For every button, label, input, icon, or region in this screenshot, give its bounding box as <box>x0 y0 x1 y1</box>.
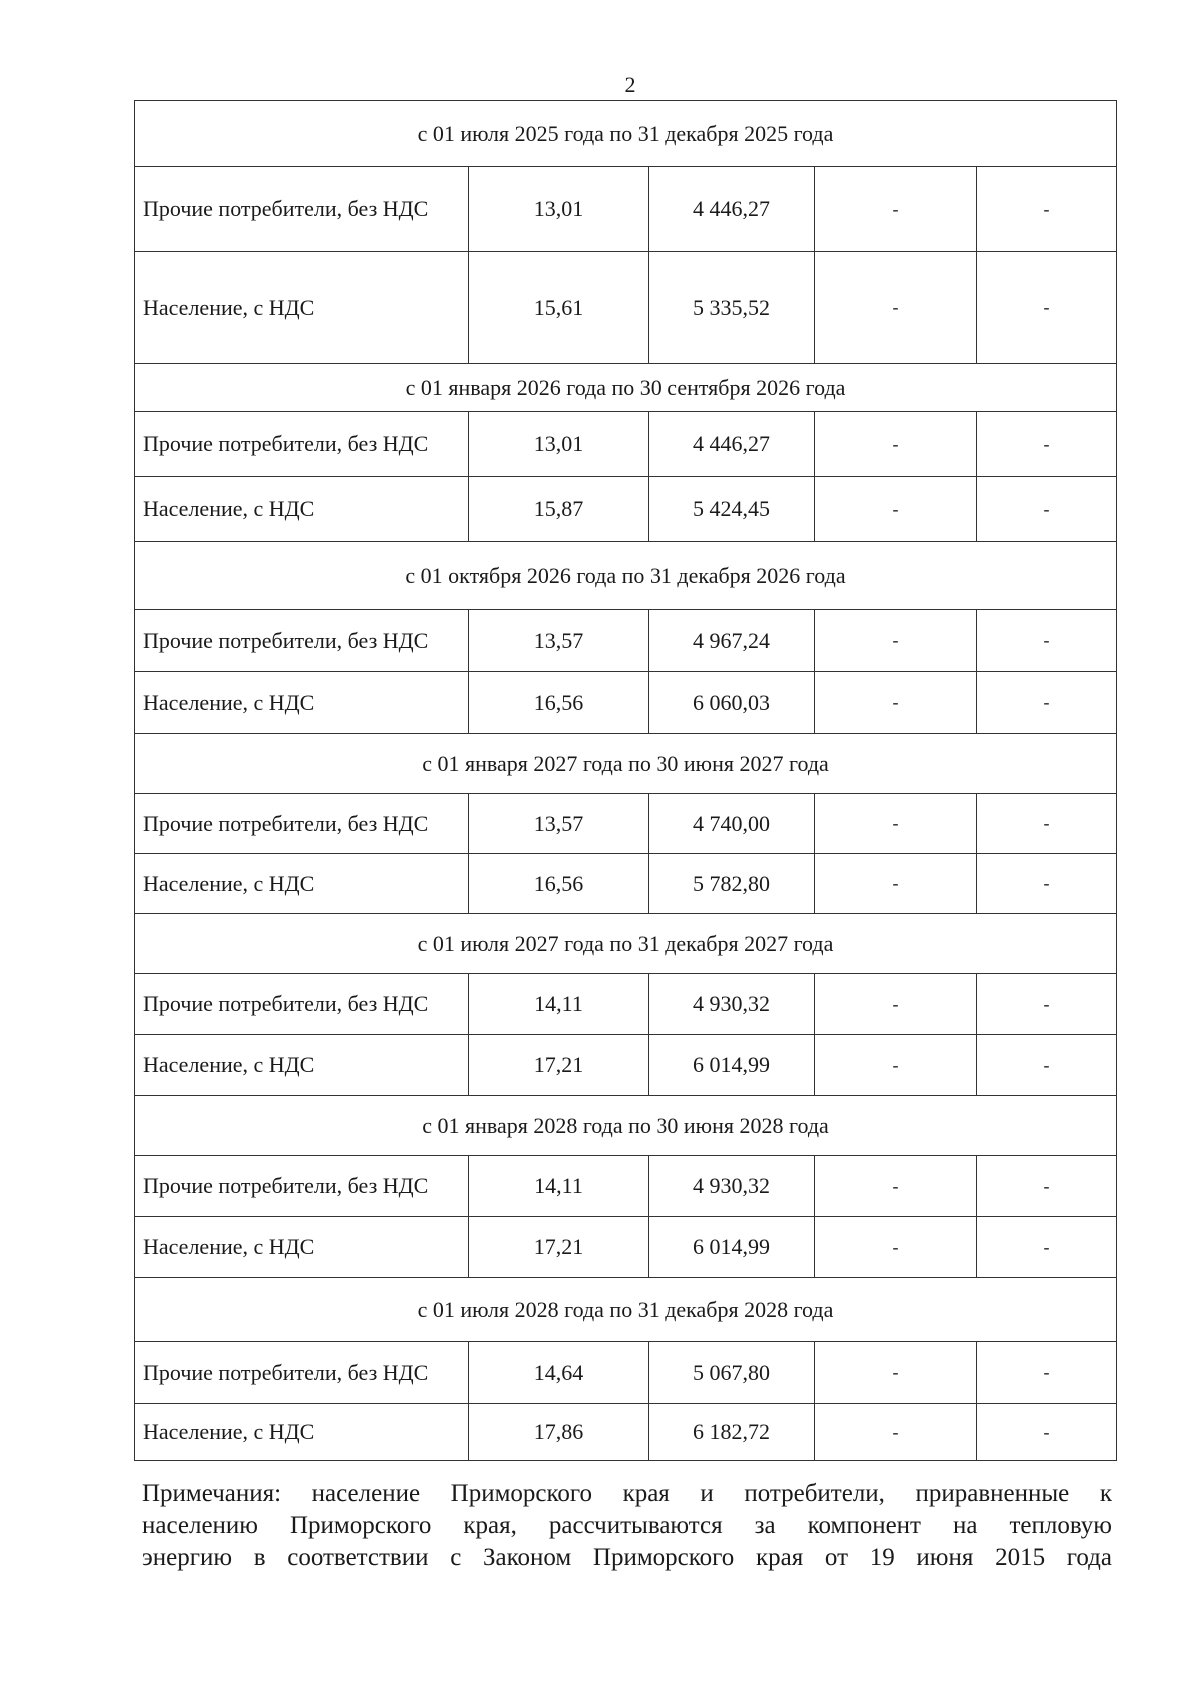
period-row <box>135 1278 1117 1342</box>
value-cell: 13,01 <box>469 167 649 252</box>
consumer-label: Население, с НДС <box>135 1035 469 1096</box>
empty-value-cell: - <box>815 1035 977 1096</box>
period-row <box>135 542 1117 610</box>
consumer-label: Прочие потребители, без НДС <box>135 167 469 252</box>
value-cell: 6 060,03 <box>649 672 815 734</box>
table-row <box>135 1342 1117 1404</box>
empty-value-cell: - <box>977 412 1117 477</box>
consumer-label: Прочие потребители, без НДС <box>135 1156 469 1217</box>
period-heading: с 01 октября 2026 года по 31 декабря 2026 года <box>135 542 1117 610</box>
consumer-label: Население, с НДС <box>135 1217 469 1278</box>
empty-value-cell: - <box>815 252 977 364</box>
value-cell: 13,57 <box>469 794 649 854</box>
value-cell: 5 424,45 <box>649 477 815 542</box>
empty-value-cell: - <box>977 610 1117 672</box>
empty-value-cell: - <box>977 1404 1117 1461</box>
empty-value-cell: - <box>815 1404 977 1461</box>
value-cell: 16,56 <box>469 854 649 914</box>
consumer-label: Прочие потребители, без НДС <box>135 794 469 854</box>
empty-value-cell: - <box>977 477 1117 542</box>
value-cell: 17,21 <box>469 1217 649 1278</box>
value-cell: 15,87 <box>469 477 649 542</box>
period-row <box>135 914 1117 974</box>
note-line: населению Приморского края, рассчитываются за компонент на тепловую <box>142 1512 1112 1539</box>
empty-value-cell: - <box>815 477 977 542</box>
table-row <box>135 1404 1117 1461</box>
empty-value-cell: - <box>815 167 977 252</box>
table-row <box>135 672 1117 734</box>
value-cell: 17,21 <box>469 1035 649 1096</box>
consumer-label: Прочие потребители, без НДС <box>135 412 469 477</box>
table-row <box>135 167 1117 252</box>
period-heading: с 01 января 2028 года по 30 июня 2028 года <box>135 1096 1117 1156</box>
page-number: 2 <box>624 72 636 97</box>
table-row <box>135 477 1117 542</box>
period-row <box>135 364 1117 412</box>
empty-value-cell: - <box>977 854 1117 914</box>
period-heading: с 01 июля 2027 года по 31 декабря 2027 года <box>135 914 1117 974</box>
notes-paragraph <box>142 1478 1112 1574</box>
table-row <box>135 974 1117 1035</box>
empty-value-cell: - <box>977 252 1117 364</box>
table-row <box>135 252 1117 364</box>
consumer-label: Население, с НДС <box>135 252 469 364</box>
consumer-label: Население, с НДС <box>135 854 469 914</box>
empty-value-cell: - <box>977 672 1117 734</box>
table-row <box>135 1035 1117 1096</box>
value-cell: 6 014,99 <box>649 1217 815 1278</box>
period-row <box>135 1096 1117 1156</box>
value-cell: 6 182,72 <box>649 1404 815 1461</box>
value-cell: 13,57 <box>469 610 649 672</box>
value-cell: 4 930,32 <box>649 1156 815 1217</box>
empty-value-cell: - <box>815 412 977 477</box>
consumer-label: Прочие потребители, без НДС <box>135 1342 469 1404</box>
value-cell: 4 446,27 <box>649 167 815 252</box>
empty-value-cell: - <box>815 974 977 1035</box>
empty-value-cell: - <box>815 854 977 914</box>
empty-value-cell: - <box>815 794 977 854</box>
consumer-label: Население, с НДС <box>135 672 469 734</box>
period-heading: с 01 июля 2028 года по 31 декабря 2028 года <box>135 1278 1117 1342</box>
value-cell: 15,61 <box>469 252 649 364</box>
period-heading: с 01 июля 2025 года по 31 декабря 2025 года <box>135 101 1117 167</box>
empty-value-cell: - <box>977 1217 1117 1278</box>
table-row <box>135 412 1117 477</box>
consumer-label: Население, с НДС <box>135 1404 469 1461</box>
consumer-label: Прочие потребители, без НДС <box>135 610 469 672</box>
table-row <box>135 854 1117 914</box>
empty-value-cell: - <box>815 1342 977 1404</box>
empty-value-cell: - <box>977 974 1117 1035</box>
empty-value-cell: - <box>815 672 977 734</box>
value-cell: 4 930,32 <box>649 974 815 1035</box>
empty-value-cell: - <box>977 794 1117 854</box>
tariff-table <box>134 100 1117 1461</box>
value-cell: 6 014,99 <box>649 1035 815 1096</box>
value-cell: 4 967,24 <box>649 610 815 672</box>
value-cell: 14,64 <box>469 1342 649 1404</box>
empty-value-cell: - <box>977 167 1117 252</box>
consumer-label: Население, с НДС <box>135 477 469 542</box>
value-cell: 14,11 <box>469 1156 649 1217</box>
empty-value-cell: - <box>977 1156 1117 1217</box>
empty-value-cell: - <box>815 610 977 672</box>
empty-value-cell: - <box>815 1217 977 1278</box>
table-row <box>135 1217 1117 1278</box>
note-line: Примечания: население Приморского края и потребители, приравненные к <box>142 1480 1112 1507</box>
value-cell: 5 067,80 <box>649 1342 815 1404</box>
period-heading: с 01 января 2027 года по 30 июня 2027 года <box>135 734 1117 794</box>
period-row <box>135 101 1117 167</box>
table-row <box>135 1156 1117 1217</box>
empty-value-cell: - <box>977 1035 1117 1096</box>
value-cell: 17,86 <box>469 1404 649 1461</box>
value-cell: 5 335,52 <box>649 252 815 364</box>
note-line: энергию в соответствии с Законом Приморского края от 19 июня 2015 года <box>142 1544 1112 1571</box>
value-cell: 16,56 <box>469 672 649 734</box>
value-cell: 13,01 <box>469 412 649 477</box>
value-cell: 14,11 <box>469 974 649 1035</box>
table-row <box>135 794 1117 854</box>
value-cell: 4 740,00 <box>649 794 815 854</box>
value-cell: 4 446,27 <box>649 412 815 477</box>
empty-value-cell: - <box>815 1156 977 1217</box>
period-heading: с 01 января 2026 года по 30 сентября 2026 года <box>135 364 1117 412</box>
value-cell: 5 782,80 <box>649 854 815 914</box>
table-row <box>135 610 1117 672</box>
consumer-label: Прочие потребители, без НДС <box>135 974 469 1035</box>
empty-value-cell: - <box>977 1342 1117 1404</box>
period-row <box>135 734 1117 794</box>
